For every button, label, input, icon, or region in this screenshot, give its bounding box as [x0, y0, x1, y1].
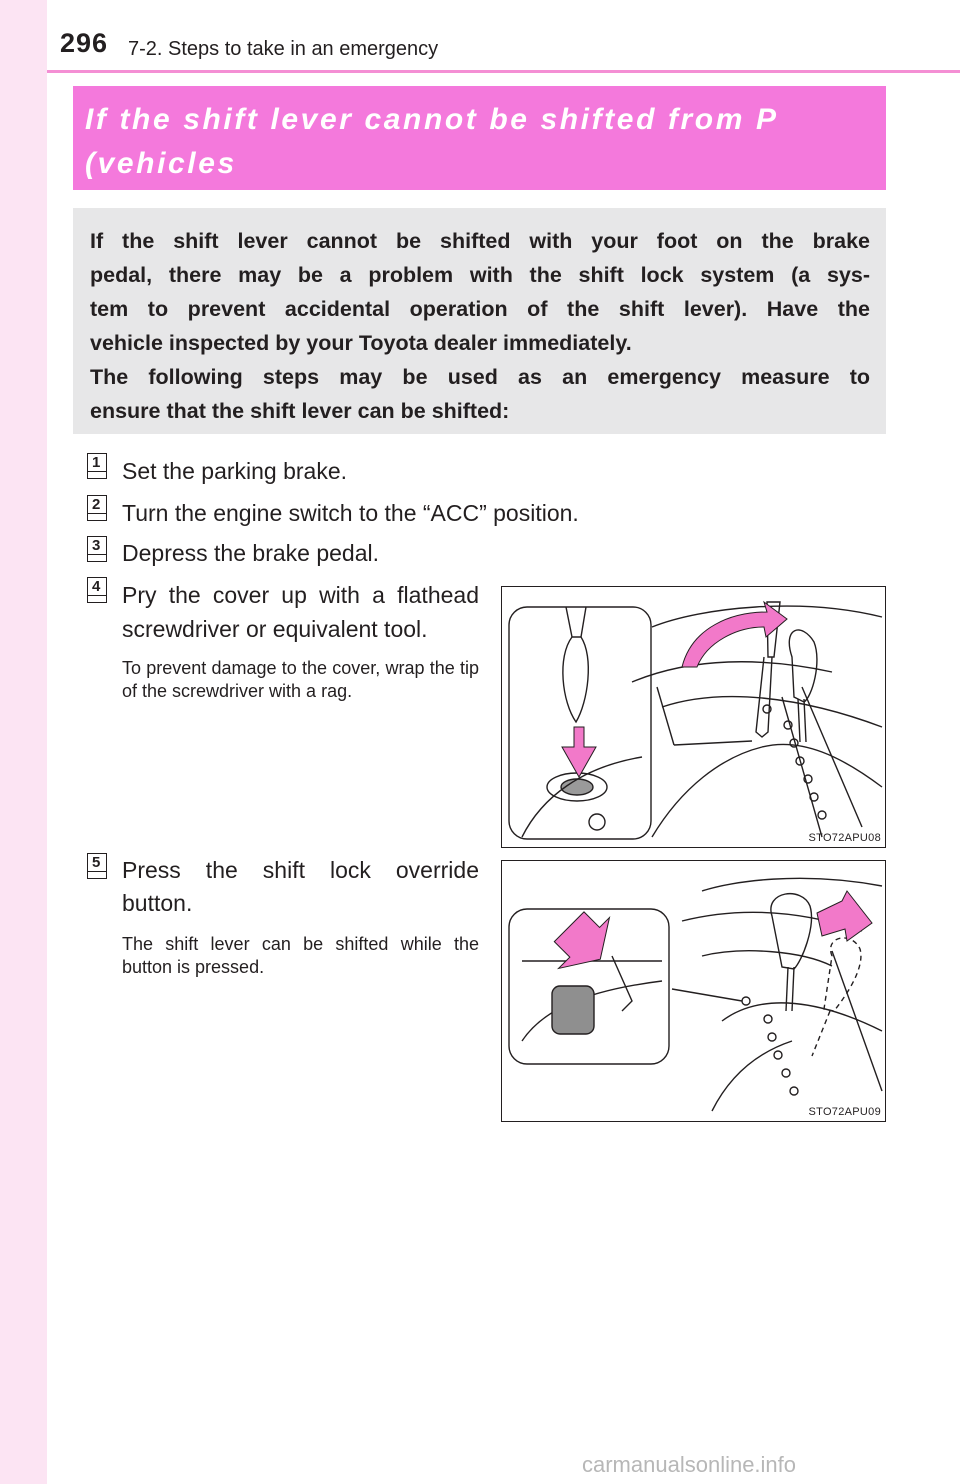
figure-shift-lock-override [501, 860, 886, 1122]
section-title-box [73, 86, 886, 190]
step-number-1: 1 [87, 453, 107, 479]
step-text-5-line-1: Press the shift lock override [122, 857, 479, 883]
figure-code-1: STO72APU08 [808, 832, 881, 844]
step-number-5: 5 [87, 853, 107, 879]
pry-cover-illustration [502, 587, 884, 845]
step-number-3: 3 [87, 536, 107, 562]
intro-line-3: tem to prevent accidental operation of the shift lever). Have the [90, 297, 870, 321]
step-note-5: The shift lever can be shifted while the button is pressed. [122, 934, 479, 977]
intro-line-5: The following steps may be used as an emergency measure to [90, 365, 870, 389]
step-text-5-line-2: button. [122, 890, 193, 916]
figure-shift-cover-pry [501, 586, 886, 848]
intro-line-6: ensure that the shift lever can be shifted: [90, 399, 510, 423]
step-note-4: To prevent damage to the cover, wrap the tip of the screwdriver with a rag. [122, 658, 479, 701]
step-text-4-line-1: Pry the cover up with a flathead [122, 582, 479, 608]
intro-line-4: vehicle inspected by your Toyota dealer immediately. [90, 331, 632, 355]
header-rule [47, 70, 960, 73]
step-text-1: Set the parking brake. [122, 458, 348, 484]
step-text-4-line-2: screwdriver or equivalent tool. [122, 616, 428, 642]
section-title-line-1: If the shift lever cannot be shifted from P (vehicles [85, 103, 778, 180]
side-color-strip [0, 0, 47, 1484]
watermark: carmanualsonline.info [582, 1452, 797, 1477]
step-text-3: Depress the brake pedal. [122, 540, 379, 566]
page-number: 296 [60, 28, 109, 58]
override-button-illustration [502, 861, 884, 1119]
intro-box [73, 208, 886, 434]
step-text-2: Turn the engine switch to the “ACC” position. [122, 500, 579, 526]
intro-line-2: pedal, there may be a problem with the shift lock system (a sys- [90, 263, 870, 287]
step-number-2: 2 [87, 495, 107, 521]
step-number-4: 4 [87, 577, 107, 603]
section-header: 7-2. Steps to take in an emergency [128, 38, 439, 60]
intro-line-1: If the shift lever cannot be shifted with your foot on the brake [90, 229, 870, 253]
figure-code-2: STO72APU09 [808, 1106, 881, 1118]
